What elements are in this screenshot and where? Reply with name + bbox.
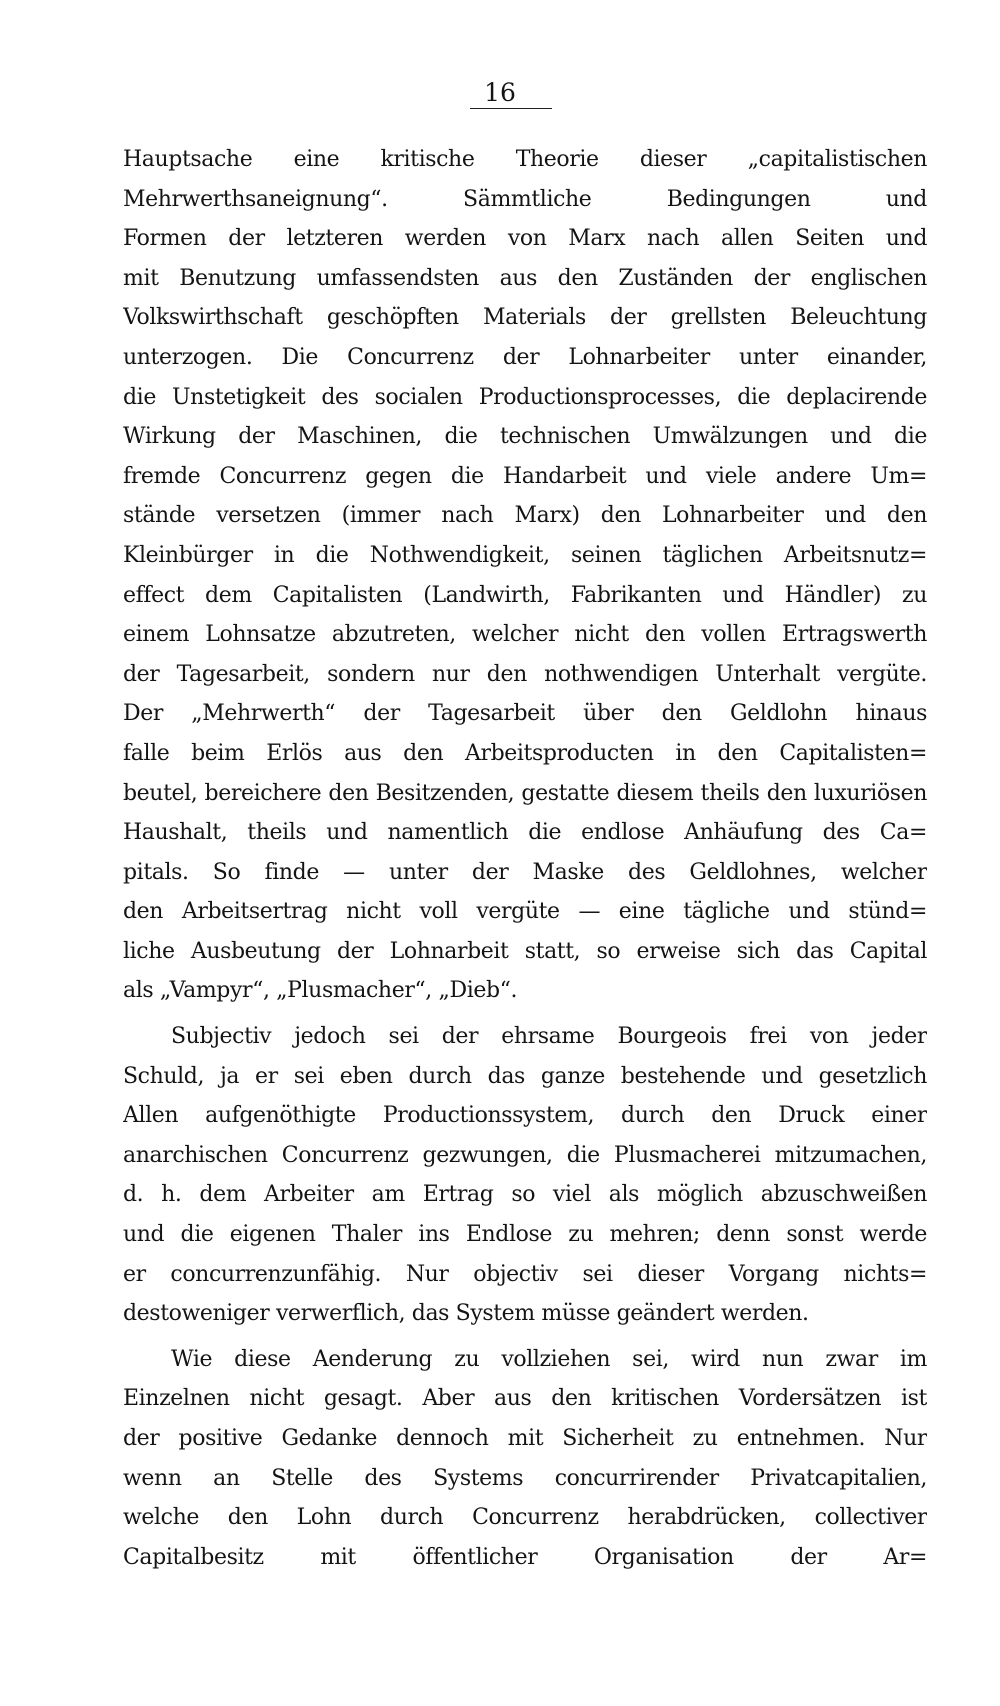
text-line: die Unstetigkeit des socialen Productionsprocesses, die deplacirende (123, 384, 927, 410)
text-line: d. h. dem Arbeiter am Ertrag so viel als möglich abzuschweißen (123, 1182, 927, 1208)
text-line: Formen der letzteren werden von Marx nach allen Seiten und (123, 226, 927, 252)
body-text (123, 140, 927, 1577)
text-line: einem Lohnsatze abzutreten, welcher nicht den vollen Ertragswerth (123, 622, 927, 648)
text-line: Subjectiv jedoch sei der ehrsame Bourgeois frei von jeder (171, 1024, 927, 1050)
text-line: destoweniger verwerflich, das System müsse geändert werden. (123, 1301, 809, 1327)
text-line: der positive Gedanke dennoch mit Sicherheit zu entnehmen. Nur (123, 1426, 927, 1451)
text-line: unterzogen. Die Concurrenz der Lohnarbeiter unter einander, (123, 344, 927, 370)
text-line: Wirkung der Maschinen, die technischen Umwälzungen und die (123, 424, 927, 450)
text-line: stände versetzen (immer nach Marx) den Lohnarbeiter und den (123, 503, 927, 529)
text-line: der Tagesarbeit, sondern nur den nothwendigen Unterhalt vergüte. (123, 661, 927, 687)
page-number: 16 (484, 78, 516, 107)
text-line: fremde Concurrenz gegen die Handarbeit und viele andere Um= (123, 463, 927, 489)
text-line: Schuld, ja er sei eben durch das ganze bestehende und gesetzlich (123, 1063, 927, 1089)
text-line: pitals. So finde — unter der Maske des Geldlohnes, welcher (123, 859, 927, 885)
page-number-rule (470, 108, 552, 109)
text-line: Kleinbürger in die Nothwendigkeit, seinen täglichen Arbeitsnutz= (123, 542, 927, 568)
text-line: falle beim Erlös aus den Arbeitsproducten in den Capitalisten= (123, 740, 927, 766)
text-line: Allen aufgenöthigte Productionssystem, durch den Druck einer (123, 1103, 927, 1129)
text-line: wenn an Stelle des Systems concurrirender Privatcapitalien, (123, 1465, 927, 1491)
text-line: Capitalbesitz mit öffentlicher Organisation der Ar= (123, 1544, 927, 1570)
text-line: anarchischen Concurrenz gezwungen, die Plusmacherei mitzumachen, (123, 1142, 927, 1168)
text-line: mit Benutzung umfassendsten aus den Zuständen der englischen (123, 265, 927, 291)
text-line: Hauptsache eine kritische Theorie dieser „capitalistischen (123, 147, 927, 172)
text-line: Mehrwerthsaneignung“. Sämmtliche Bedingungen und (123, 186, 927, 212)
text-line: Volkswirthschaft geschöpften Materials der grellsten Beleuchtung (123, 305, 927, 331)
text-line: Haushalt, theils und namentlich die endlose Anhäufung des Ca= (123, 820, 927, 846)
text-line: und die eigenen Thaler ins Endlose zu mehren; denn sonst werde (123, 1222, 927, 1248)
text-line: liche Ausbeutung der Lohnarbeit statt, so erweise sich das Capital (123, 938, 927, 964)
text-line: er concurrenzunfähig. Nur objectiv sei dieser Vorgang nichts= (123, 1261, 927, 1287)
text-line: Einzelnen nicht gesagt. Aber aus den kritischen Vordersätzen ist (123, 1386, 927, 1412)
text-line: effect dem Capitalisten (Landwirth, Fabrikanten und Händler) zu (123, 582, 927, 608)
text-line: beutel, bereichere den Besitzenden, gestatte diesem theils den luxuriösen (123, 780, 927, 806)
text-line: den Arbeitsertrag nicht voll vergüte — eine tägliche und stünd= (123, 899, 927, 925)
text-line: Wie diese Aenderung zu vollziehen sei, wird nun zwar im (171, 1346, 927, 1372)
text-line: welche den Lohn durch Concurrenz herabdrücken, collectiver (123, 1505, 927, 1531)
text-line: Der „Mehrwerth“ der Tagesarbeit über den Geldlohn hinaus (123, 701, 927, 727)
text-line: als „Vampyr“, „Plusmacher“, „Dieb“. (123, 978, 518, 1004)
